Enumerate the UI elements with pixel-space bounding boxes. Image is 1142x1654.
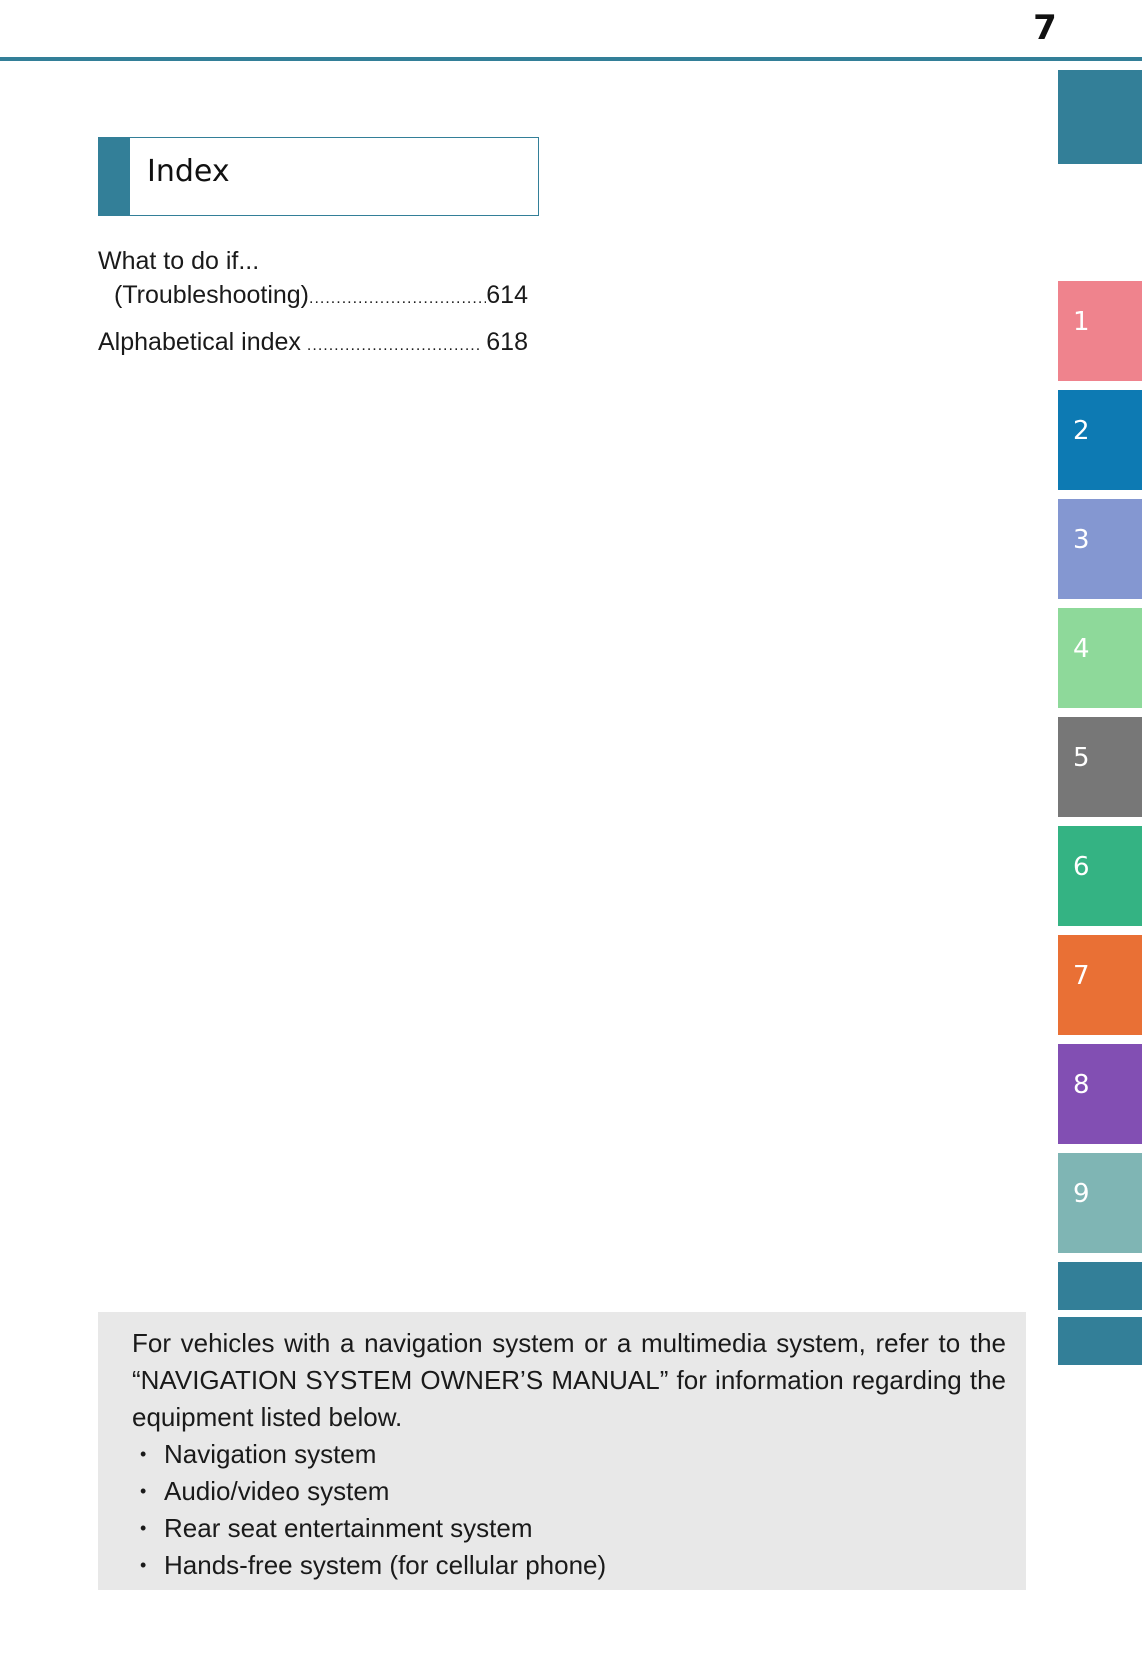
thumb-tab-1[interactable]: 1 xyxy=(1058,281,1142,381)
thumb-tab-3[interactable]: 3 xyxy=(1058,499,1142,599)
thumb-tab-2[interactable]: 2 xyxy=(1058,390,1142,490)
list-item: • Rear seat entertainment system xyxy=(132,1510,1006,1547)
thumb-tab-6[interactable]: 6 xyxy=(1058,826,1142,926)
list-item: • Navigation system xyxy=(132,1436,1006,1473)
toc-page-number: 618 xyxy=(486,328,528,356)
navigation-note-box xyxy=(98,1312,1026,1590)
thumb-tab-11[interactable] xyxy=(1058,1317,1142,1365)
section-header xyxy=(98,137,539,216)
toc-page-number: 614 xyxy=(486,281,528,309)
toc-label: What to do if... xyxy=(98,247,260,275)
section-header-accent xyxy=(98,137,130,216)
thumb-tab-5[interactable]: 5 xyxy=(1058,717,1142,817)
toc-sublabel: (Troubleshooting) xyxy=(114,281,310,309)
toc-leader-dots xyxy=(309,282,486,316)
toc-item-troubleshooting[interactable] xyxy=(98,244,528,316)
toc-leader-dots xyxy=(307,329,480,363)
thumb-tab-9[interactable]: 9 xyxy=(1058,1153,1142,1253)
thumb-tab-top[interactable] xyxy=(1058,70,1142,164)
section-title: Index xyxy=(147,154,230,189)
list-item: • Audio/video system xyxy=(132,1473,1006,1510)
toc-label: Alphabetical index xyxy=(98,328,301,356)
thumb-tab-7[interactable]: 7 xyxy=(1058,935,1142,1035)
list-item: • Hands-free system (for cellular phone) xyxy=(132,1547,1006,1584)
thumb-tab-4[interactable]: 4 xyxy=(1058,608,1142,708)
note-text: For vehicles with a navigation system or a multimedia system, refer to the “NAVIGATION SYSTEM OWNER’S MANUAL” for information regarding the equipment listed below. xyxy=(132,1328,1006,1432)
thumb-tab-10[interactable] xyxy=(1058,1262,1142,1310)
toc-item-alphabetical-index[interactable] xyxy=(98,325,528,363)
page-number: 7 xyxy=(1033,8,1057,48)
table-of-contents xyxy=(98,244,528,363)
header-rule xyxy=(0,57,1142,61)
equipment-list xyxy=(132,1436,1006,1584)
thumb-tab-8[interactable]: 8 xyxy=(1058,1044,1142,1144)
